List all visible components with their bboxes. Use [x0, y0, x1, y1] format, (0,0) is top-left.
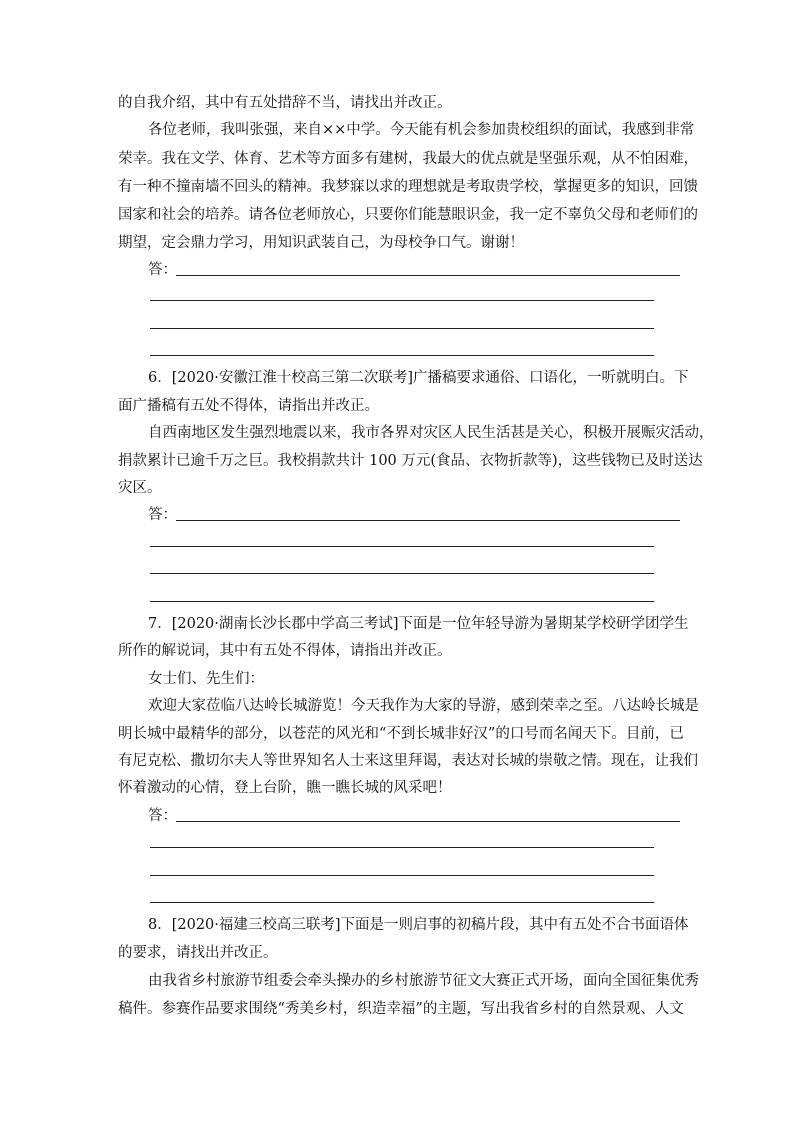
- question-8-line: 稿件。参赛作品要求围绕“秀美乡村，织造幸福”的主题，写出我省乡村的自然景观、人文: [118, 1001, 684, 1017]
- question-7-line: 7．[2020·湖南长沙长郡中学高三考试]下面是一位年轻导游为暑期某学校研学团学生: [148, 616, 689, 632]
- question-7-line: 女士们、先生们：: [148, 671, 264, 687]
- question-8-line: 由我省乡村旅游节组委会牵头操办的乡村旅游节征文大赛正式开场，面向全国征集优秀: [148, 973, 699, 989]
- answer-block: [0, 505, 794, 529]
- question-6-line: 6．[2020·安徽江淮十校高三第二次联考]广播稿要求通俗、口语化，一听就明白。下: [148, 370, 689, 386]
- answer-block: [0, 806, 794, 830]
- question-7-line: 怀着激动的心情，登上台阶，瞧一瞧长城的风采吧！: [118, 780, 452, 796]
- answer-label: 答：: [148, 262, 177, 278]
- answer-line[interactable]: [150, 328, 654, 329]
- intro-line: 各位老师，我叫张强，来自××中学。今天能有机会参加贵校组织的面试，我感到非常: [148, 122, 695, 138]
- question-8-line: 的要求，请找出并改正。: [118, 945, 278, 961]
- intro-line: 有一种不撞南墙不回头的精神。我梦寐以求的理想就是考取贵学校，掌握更多的知识，回馈: [118, 179, 698, 195]
- answer-line[interactable]: [150, 847, 654, 848]
- answer-line[interactable]: [150, 573, 654, 574]
- question-7-line: 有尼克松、撒切尔夫人等世界知名人士来这里拜谒，表达对长城的崇敬之情。现在，让我们: [118, 753, 698, 769]
- answer-label: 答：: [148, 507, 177, 523]
- answer-line[interactable]: [176, 821, 680, 822]
- question-6-line: 自西南地区发生强烈地震以来，我市各界对灾区人民生活甚是关心，积极开展赈灾活动，: [148, 425, 714, 441]
- answer-line[interactable]: [176, 275, 680, 276]
- question-7-line: 欢迎大家莅临八达岭长城游览！今天我作为大家的导游，感到荣幸之至。八达岭长城是: [148, 698, 699, 714]
- answer-line[interactable]: [150, 601, 654, 602]
- answer-label: 答：: [148, 808, 177, 824]
- question-7-line: 所作的解说词，其中有五处不得体，请指出并改正。: [118, 643, 452, 659]
- question-7-line: 明长城中最精华的部分，以苍茫的风光和“不到长城非好汉”的口号而名闻天下。目前，已: [118, 726, 684, 742]
- intro-line: 国家和社会的培养。请各位老师放心，只要你们能慧眼识金，我一定不辜负父母和老师们的: [118, 207, 698, 223]
- intro-line: 的自我介绍，其中有五处措辞不当，请找出并改正。: [118, 95, 452, 111]
- intro-line: 期望，定会鼎力学习，用知识武装自己，为母校争口气。谢谢！: [118, 235, 524, 251]
- question-6-line: 捐款累计已逾千万之巨。我校捐款共计 100 万元(食品、衣物折款等)，这些钱物已及时送达: [118, 453, 703, 469]
- question-6-line: 灾区。: [118, 480, 162, 496]
- answer-line[interactable]: [176, 520, 680, 521]
- answer-line[interactable]: [150, 355, 654, 356]
- answer-line[interactable]: [150, 875, 654, 876]
- answer-line[interactable]: [150, 300, 654, 301]
- answer-line[interactable]: [150, 902, 654, 903]
- question-8-line: 8．[2020·福建三校高三联考]下面是一则启事的初稿片段，其中有五处不合书面语体: [148, 917, 689, 933]
- intro-line: 荣幸。我在文学、体育、艺术等方面多有建树，我最大的优点就是坚强乐观，从不怕困难，: [118, 151, 698, 167]
- answer-block: [0, 260, 794, 284]
- answer-line[interactable]: [150, 546, 654, 547]
- question-6-line: 面广播稿有五处不得体，请指出并改正。: [118, 398, 379, 414]
